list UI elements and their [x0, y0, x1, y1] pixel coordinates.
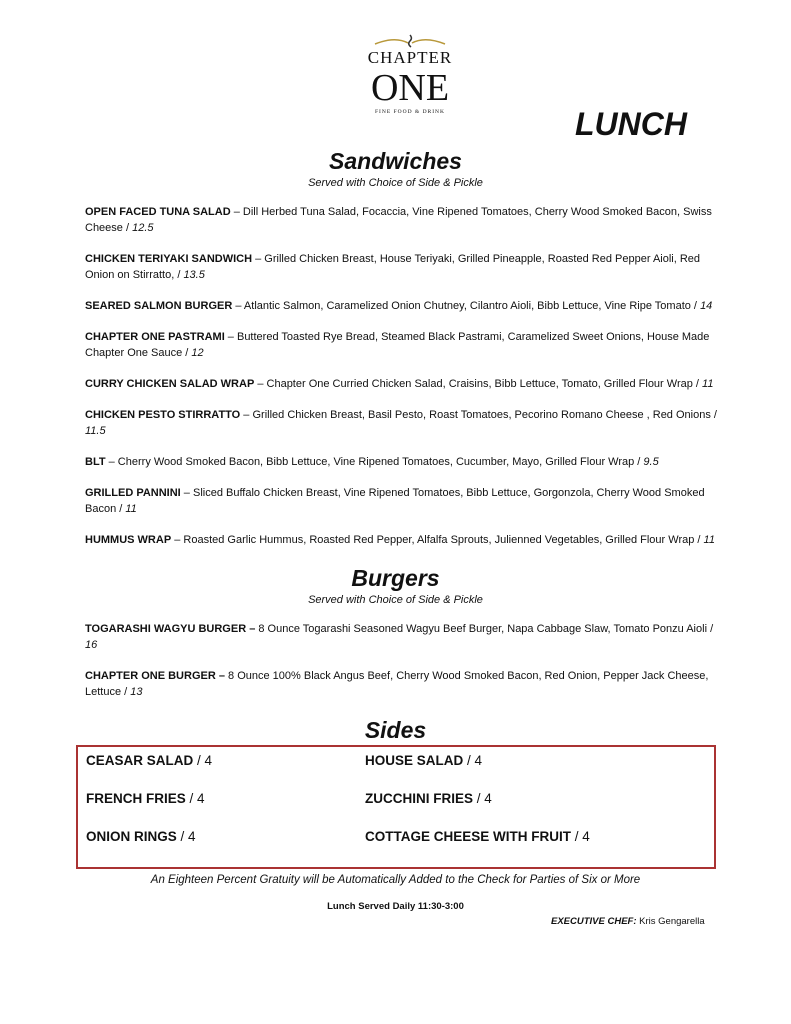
item-price: 9.5 — [643, 456, 659, 468]
menu-item — [85, 485, 720, 517]
menu-item — [85, 298, 720, 314]
side-name: ONION RINGS — [86, 829, 177, 844]
item-price: 11.5 — [85, 425, 106, 437]
item-name: CHAPTER ONE PASTRAMI — [85, 331, 225, 343]
item-price: 11 — [703, 534, 715, 546]
item-description: – Grilled Chicken Breast, Basil Pesto, Roast Tomatoes, Pecorino Romano Cheese , Red Onions / — [240, 409, 717, 421]
side-item — [357, 789, 714, 809]
item-description: – Cherry Wood Smoked Bacon, Bibb Lettuce, Vine Ripened Tomatoes, Cucumber, Mayo, Grilled Flour Wrap / — [105, 456, 644, 468]
item-price: 16 — [85, 639, 98, 651]
sides-heading: Sides — [364, 717, 427, 743]
item-description: – Grilled Chicken Breast, House Teriyaki, Grilled Pineapple, Roasted Red Pepper Aioli, Red Onion on Stirratto, / — [85, 253, 701, 281]
side-item — [357, 827, 714, 847]
item-description: – Chapter One Curried Chicken Salad, Craisins, Bibb Lettuce, Tomato, Grilled Flour Wrap / — [254, 378, 703, 390]
item-price: 12.5 — [132, 222, 154, 234]
item-name: CHICKEN PESTO STIRRATTO — [85, 409, 241, 421]
item-price: 11 — [125, 503, 137, 515]
item-description: 8 Ounce Togarashi Seasoned Wagyu Beef Burger, Napa Cabbage Slaw, Tomato Ponzu Aioli / — [255, 623, 714, 635]
menu-title: LUNCH — [575, 106, 687, 142]
item-price: 11 — [702, 378, 714, 390]
item-price: 14 — [700, 300, 713, 312]
item-name: GRILLED PANNINI — [85, 487, 181, 499]
item-name: CHAPTER ONE BURGER – — [85, 670, 225, 682]
item-description: – Dill Herbed Tuna Salad, Focaccia, Vine Ripened Tomatoes, Cherry Wood Smoked Bacon, Swiss Cheese / — [85, 206, 712, 234]
sandwiches-list — [0, 204, 791, 548]
item-description: – Roasted Garlic Hummus, Roasted Red Pepper, Alfalfa Sprouts, Julienned Vegetables, Grilled Flour Wrap / — [171, 534, 704, 546]
restaurant-logo — [355, 34, 465, 117]
menu-item — [85, 407, 720, 439]
executive-chef — [551, 915, 791, 928]
side-price: / 4 — [571, 829, 590, 844]
item-name: CHICKEN TERIYAKI SANDWICH — [85, 253, 253, 265]
menu-item — [85, 204, 720, 236]
burgers-list — [0, 621, 791, 700]
side-name: CEASAR SALAD — [86, 753, 194, 768]
burgers-heading: Burgers — [351, 565, 440, 591]
side-price: / 4 — [185, 791, 205, 806]
sides-box — [76, 745, 716, 869]
item-name: SEARED SALMON BURGER — [85, 300, 233, 312]
lunch-hours: Lunch Served Daily 11:30-3:00 — [327, 901, 464, 912]
item-price: 12 — [191, 347, 204, 359]
menu-item — [85, 251, 720, 283]
item-name: BLT — [85, 456, 106, 468]
burgers-subtitle: Served with Choice of Side & Pickle — [308, 594, 483, 606]
menu-content — [0, 146, 791, 928]
menu-item — [85, 668, 720, 700]
gratuity-note: An Eighteen Percent Gratuity will be Automatically Added to the Check for Parties of Six or More — [150, 874, 641, 886]
sandwiches-heading: Sandwiches — [329, 148, 462, 174]
item-name: HUMMUS WRAP — [85, 534, 172, 546]
menu-item — [85, 532, 720, 548]
seahorse-ornament-icon — [355, 34, 465, 48]
side-item — [78, 751, 357, 771]
item-name: OPEN FACED TUNA SALAD — [85, 206, 231, 218]
side-name: HOUSE SALAD — [365, 753, 464, 768]
item-price: 13.5 — [183, 269, 205, 281]
item-name: CURRY CHICKEN SALAD WRAP — [85, 378, 255, 390]
item-description: 8 Ounce 100% Black Angus Beef, Cherry Wood Smoked Bacon, Red Onion, Pepper Jack Cheese, Lettuce / — [85, 670, 709, 698]
item-price: 13 — [130, 686, 143, 698]
item-name: TOGARASHI WAGYU BURGER – — [85, 623, 256, 635]
chef-label: EXECUTIVE CHEF: — [551, 916, 637, 927]
item-description: – Atlantic Salmon, Caramelized Onion Chutney, Cilantro Aioli, Bibb Lettuce, Vine Ripe Tomato / — [232, 300, 701, 312]
logo-line1: CHAPTER — [367, 48, 453, 67]
side-item — [357, 751, 714, 771]
side-price: / 4 — [473, 791, 492, 806]
menu-item — [85, 621, 720, 653]
side-item — [78, 789, 357, 809]
side-price: / 4 — [463, 753, 483, 768]
side-price: / 4 — [193, 753, 213, 768]
side-name: COTTAGE CHEESE WITH FRUIT — [365, 829, 571, 844]
item-description: – Sliced Buffalo Chicken Breast, Vine Ripened Tomatoes, Bibb Lettuce, Gorgonzola, Cherry Wood Smoked Bacon / — [85, 487, 705, 515]
menu-item — [85, 376, 720, 392]
sandwiches-subtitle: Served with Choice of Side & Pickle — [308, 177, 483, 189]
side-price: / 4 — [176, 829, 196, 844]
side-name: FRENCH FRIES — [86, 791, 186, 806]
menu-item — [85, 454, 720, 470]
side-item — [78, 827, 357, 847]
side-name: ZUCCHINI FRIES — [365, 791, 473, 806]
item-description: – Buttered Toasted Rye Bread, Steamed Black Pastrami, Caramelized Sweet Onions, House Made Chapter One Sauce / — [85, 331, 710, 359]
chef-name: Kris Gengarella — [636, 916, 705, 927]
menu-item — [85, 329, 720, 361]
logo-tagline: FINE FOOD & DRINK — [374, 109, 445, 115]
logo-line2: ONE — [370, 67, 450, 109]
